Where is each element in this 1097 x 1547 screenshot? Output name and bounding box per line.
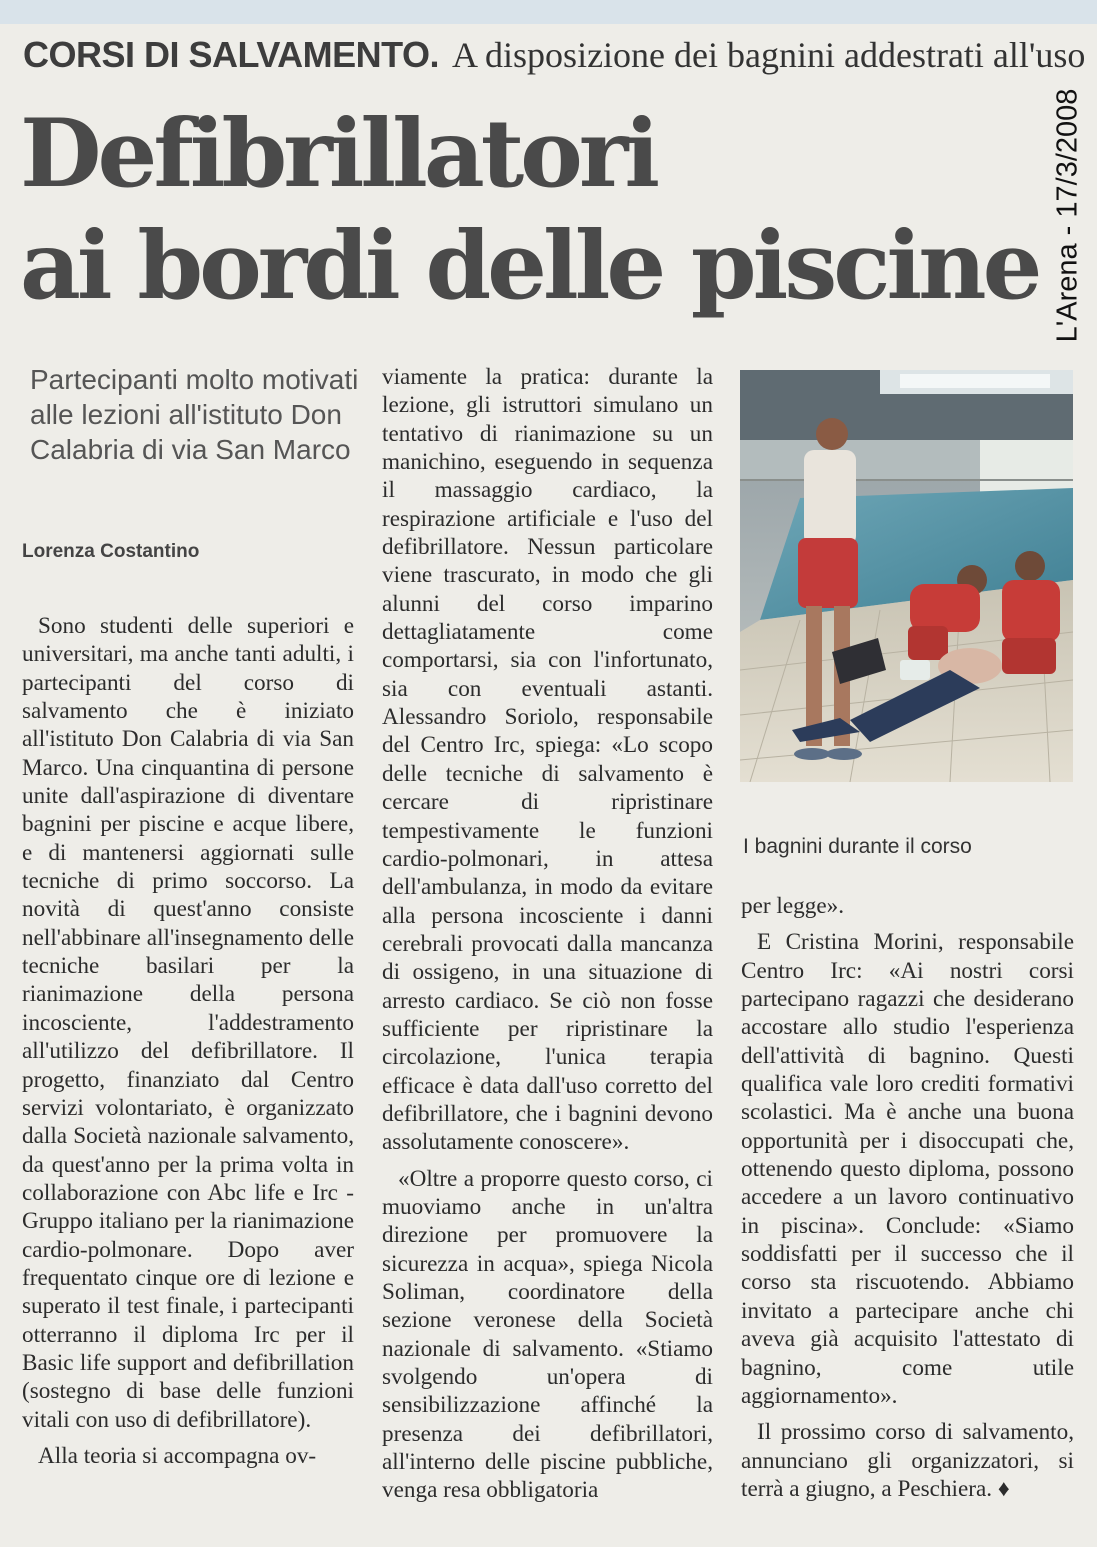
kicker-label: CORSI DI SALVAMENTO. <box>23 34 440 75</box>
lifeguards-training-illustration <box>740 370 1073 782</box>
paragraph: Sono studenti delle superiori e universitari, ma anche tanti adulti, i partecipanti del corso di salvamento che è iniziato all'istituto Don Calabria di via San Marco. Una cinquantina di persone unite dall'aspirazione di diventare bagnini per piscine e acque libere, e di mantenersi aggiornati sulle tecniche di primo soccorso. La novità di quest'anno consiste nell'abbinare all'insegnamento delle tecniche basilari per la rianimazione della persona incosciente, l'addestramento all'utilizzo del defibrillatore. Il progetto, finanziato dal Centro servizi volontariato, è organizzato dalla Società nazionale salvamento, da quest'anno per la prima volta in collaborazione con Abc life e Irc - Gruppo italiano per la rianimazione cardio-polmonare. Dopo aver frequentato cinque ore di lezione e superato il test finale, i partecipanti otterranno il diploma Irc per il Basic life support and defibrillation (sostegno di base delle funzioni vitali con uso di defibrillatore). <box>22 613 354 1433</box>
paragraph: Alla teoria si accompagna ov- <box>38 1442 317 1469</box>
byline: Lorenza Costantino <box>22 541 200 562</box>
article-photo <box>740 370 1073 782</box>
paragraph: E Cristina Morini, responsabile Centro Irc: «Ai nostri corsi partecipano ragazzi che desiderano accostare allo studio l'esperienza dell'attività di bagnino. Questi qualifica vale loro crediti formativi scolastici. Ma è anche una buona opportunità per i disoccupati che, ottenendo questo diploma, possono accedere a un lavoro continuativo in piscina». Conclude: «Siamo soddisfatti per il successo che il corso sta riscuotendo. Abbiamo invitato a partecipare anche chi aveva già acquisito l'attestato di bagnino, come utile aggiornamento». <box>741 929 1074 1409</box>
paragraph: per legge». <box>741 893 845 919</box>
paragraph: viamente la pratica: durante la lezione, gli istruttori simulano un tentativo di rianimazione su un manichino, eseguendo in sequenza il massaggio cardiaco, la respirazione artificiale e l'uso del defibrillatore. Nessun particolare viene trascurato, in modo che gli alunni del corso imparino dettagliatamente come comportarsi, sia con l'infortunato, sia con eventuali astanti. Alessandro Soriolo, responsabile del Centro Irc, spiega: «Lo scopo delle tecniche di salvamento è cercare di ripristinare tempestivamente le funzioni cardio-polmonari, in attesa dell'ambulanza, in modo da evitare alla persona incosciente i danni cerebrali provocati dalla mancanza di ossigeno, in una situazione di arresto cardiaco. Se ciò non fosse sufficiente per ripristinare la circolazione, l'unica terapia efficace è data dall'uso corretto del defibrillatore, che i bagnini devono assolutamente conoscere». <box>382 364 713 1156</box>
paragraph: «Oltre a proporre questo corso, ci muoviamo anche in un'altra direzione per promuovere la sicurezza in acqua», spiega Nicola Soliman, coordinatore della sezione veronese della Società nazionale di salvamento. «Stiamo svolgendo un'opera di sensibilizzazione affinché la presenza dei defibrillatori, all'interno delle piscine pubbliche, venga resa obbligatoria <box>382 1165 713 1504</box>
photo-caption: I bagnini durante il corso <box>743 835 972 858</box>
source-stamp-text: L'Arena - 17/3/2008 <box>1051 88 1084 342</box>
paragraph: Il prossimo corso di salvamento, annunciano gli organizzatori, si terrà a giugno, a Peschiera. ♦ <box>741 1419 1074 1502</box>
headline <box>20 98 1040 322</box>
kicker-text: A disposizione dei bagnini addestrati all'uso <box>452 35 1086 75</box>
kicker <box>23 32 1085 78</box>
article-column-2 <box>382 363 713 1505</box>
article-column-1 <box>22 612 354 1470</box>
source-stamp <box>1048 55 1088 375</box>
top-color-strip <box>0 0 1097 24</box>
subheadline: Partecipanti molto motivati alle lezioni all'istituto Don Calabria di via San Marco <box>30 364 359 465</box>
article-column-3 <box>741 892 1074 1503</box>
headline-line-2: ai bordi delle piscine <box>20 211 1039 321</box>
headline-line-1: Defibrillatori <box>20 99 657 209</box>
